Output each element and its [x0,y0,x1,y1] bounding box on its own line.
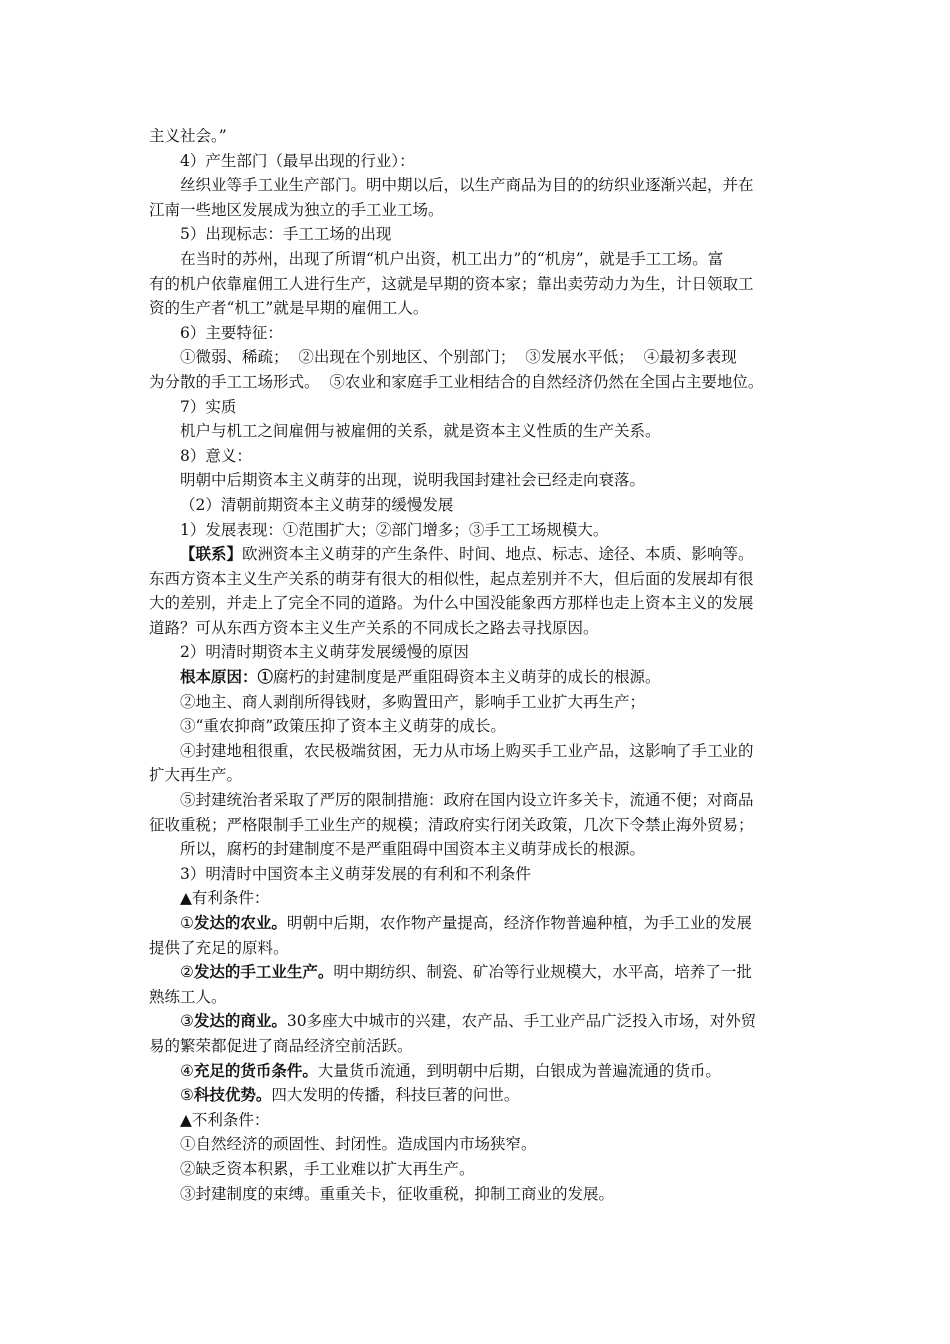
section-heading: 6）主要特征： [180,323,283,342]
section-heading: 8）意义： [180,446,252,465]
text-line: 大的差别，并走上了完全不同的道路。为什么中国没能象西方那样也走上资本主义的发展 [149,594,754,613]
bold-label: 根本原因：① [180,667,274,687]
text-line: 扩大再生产。 [149,766,243,785]
bold-label: 科技优势。 [193,1085,272,1105]
text-line [149,1083,809,1108]
bold-label: 发达的农业。 [193,913,287,932]
text-line: 江南一些地区发展成为独立的手工业工场。 [149,200,444,219]
text-span: ⑤ [180,1086,194,1105]
text-line: ①自然经济的顽固性、封闭性。造成国内市场狭窄。 [180,1135,537,1154]
text-line: 在当时的苏州，出现了所谓“机户出资，机工出力”的“机房”，就是手工工场。富 [180,249,724,268]
text-line: 征收重税；严格限制手工业生产的规模；清政府实行闭关政策，几次下令禁止海外贸易； [149,815,754,834]
text-line [149,911,809,936]
text-line: 机户与机工之间雇佣与被雇佣的关系，就是资本主义性质的生产关系。 [180,422,661,441]
text-line: ▲有利条件： [180,889,270,908]
text-span: ④ [180,1061,194,1080]
text-span: 四大发明的传播，科技巨著的问世。 [271,1086,520,1105]
bold-label: 发达的商业。 [193,1011,287,1031]
section-heading: 4）产生部门（最早出现的行业）： [180,151,415,170]
text-line [149,542,809,567]
text-line: ▲不利条件： [180,1110,270,1129]
text-line [149,960,809,985]
text-line: ③封建制度的束缚。重重关卡，征收重税，抑制工商业的发展。 [180,1184,615,1203]
text-line: 道路？可从东西方资本主义生产关系的不同成长之路去寻找原因。 [149,618,599,637]
text-line: ④封建地租很重，农民极端贫困，无力从市场上购买手工业产品，这影响了手工业的 [180,741,754,760]
bold-label: 发达的手工业生产。 [193,962,334,982]
bold-label: 充足的货币条件。 [193,1060,318,1080]
text-line: 主义社会。” [149,127,227,145]
section-heading: 3）明清时中国资本主义萌芽发展的有利和不利条件 [180,864,531,883]
text-line: 资的生产者“机工”就是早期的雇佣工人。 [149,299,429,318]
text-span: 欧洲资本主义萌芽的产生条件、时间、地点、标志、途径、本质、影响等。 [242,545,754,564]
text-line: ⑤封建统治者采取了严厉的限制措施：政府在国内设立许多关卡，流通不便；对商品 [180,791,754,810]
text-line [149,1059,809,1084]
text-span: ② [180,963,194,982]
text-span: 30多座大中城市的兴建，农产品、手工业产品广泛投入市场，对外贸 [286,1012,757,1031]
text-line: 东西方资本主义生产关系的萌芽有很大的相似性，起点差别并不大，但后面的发展却有很 [149,569,754,588]
section-heading: （2）清朝前期资本主义萌芽的缓慢发展 [180,495,454,514]
text-span: 大量货币流通，到明朝中后期，白银成为普遍流通的货币。 [317,1061,721,1080]
text-span: ① [180,914,194,932]
text-line: 易的繁荣都促进了商品经济空前活跃。 [149,1036,413,1055]
section-heading: 7）实质 [180,397,237,416]
text-line: 丝织业等手工业生产部门。明中期以后，以生产商品为目的的纺织业逐渐兴起，并在 [180,176,754,195]
document-body [149,124,809,1206]
text-line: 所以，腐朽的封建制度不是严重阻碍中国资本主义萌芽成长的根源。 [180,840,646,859]
text-span: 腐朽的封建制度是严重阻碍资本主义萌芽的成长的根源。 [273,668,661,687]
text-span: 明中期纺织、制瓷、矿冶等行业规模大，水平高，培养了一批 [333,963,752,982]
text-line: ①微弱、稀疏； ②出现在个别地区、个别部门； ③发展水平低； ④最初多表现 [180,348,737,367]
text-line: ②缺乏资本积累，手工业难以扩大再生产。 [180,1159,475,1178]
text-line: ③“重农抑商”政策压抑了资本主义萌芽的成长。 [180,717,506,736]
bold-label: 【联系】 [180,544,243,564]
text-line: 有的机户依靠雇佣工人进行生产，这就是早期的资本家；靠出卖劳动力为生，计日领取工 [149,274,754,293]
text-span: ③ [180,1012,194,1031]
text-span: 明朝中后期，农作物产量提高，经济作物普遍种植，为手工业的发展 [286,914,752,932]
text-line [149,665,809,690]
text-line [149,1009,809,1034]
text-line: 提供了充足的原料。 [149,938,289,957]
text-line: ②地主、商人剥削所得钱财，多购置田产，影响手工业扩大再生产； [180,692,646,711]
text-line: 熟练工人。 [149,987,227,1006]
text-line: 明朝中后期资本主义萌芽的出现，说明我国封建社会已经走向衰落。 [180,471,646,490]
section-heading: 5）出现标志：手工工场的出现 [180,225,392,244]
section-heading: 2）明清时期资本主义萌芽发展缓慢的原因 [180,643,469,662]
text-line: 为分散的手工工场形式。 ⑤农业和家庭手工业相结合的自然经济仍然在全国占主要地位。 [149,372,764,391]
text-line: 1）发展表现：①范围扩大；②部门增多；③手工工场规模大。 [180,520,609,539]
